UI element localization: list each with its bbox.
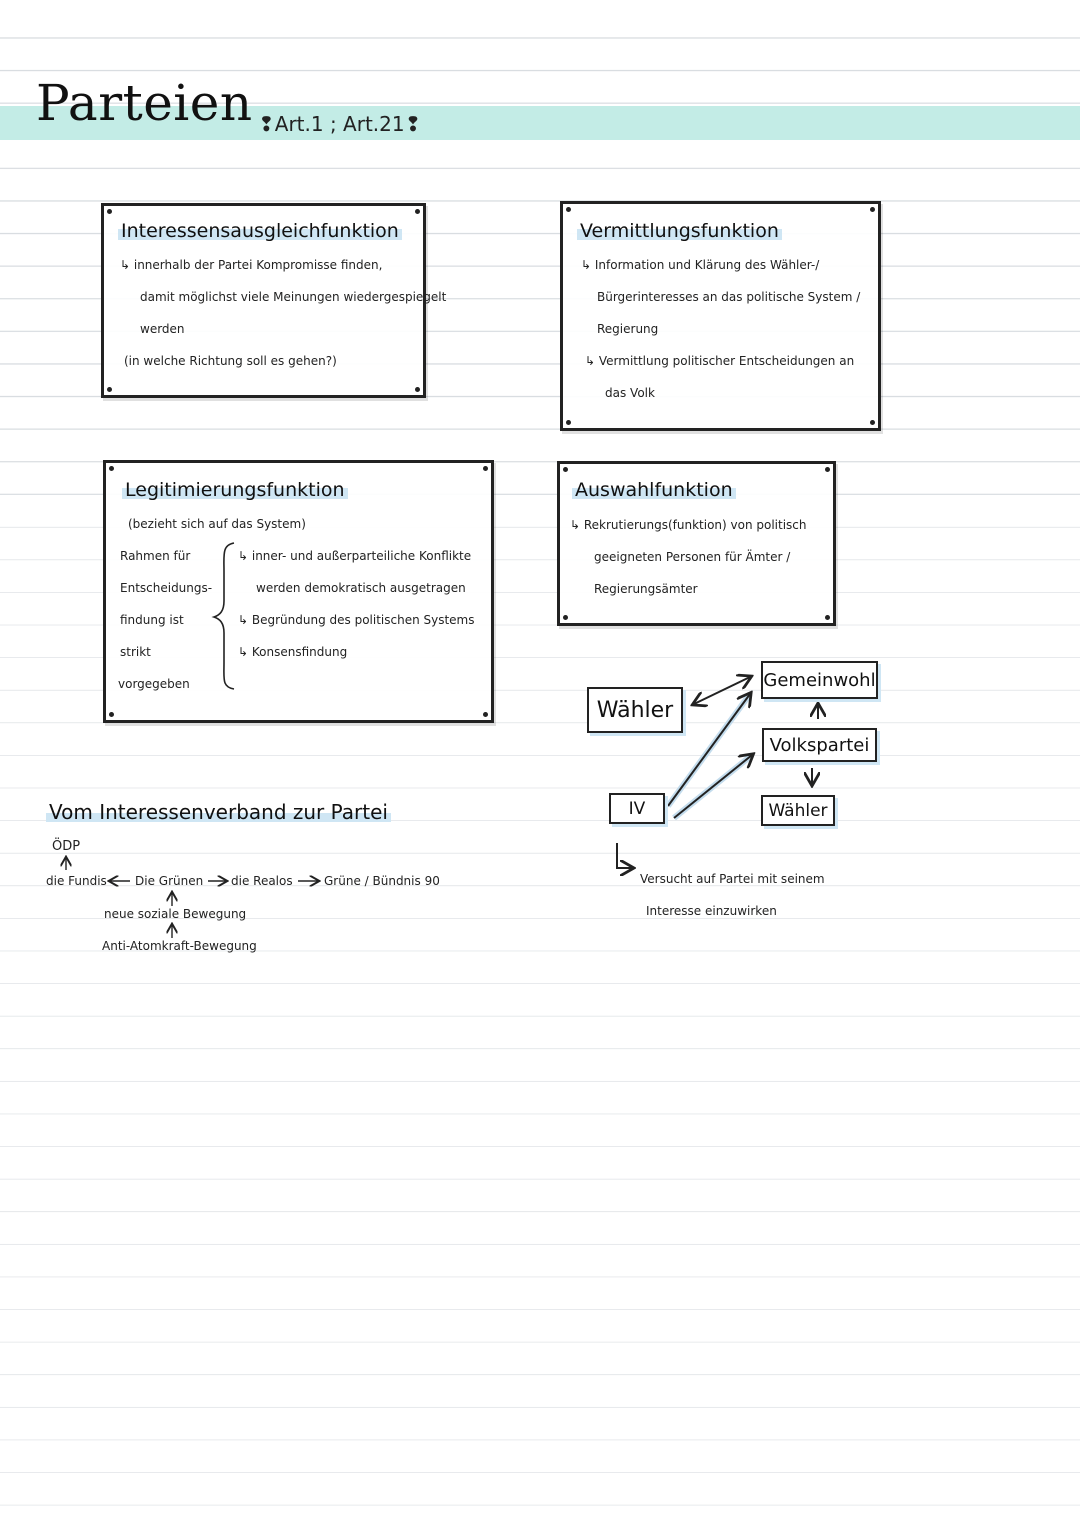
iv-note-line-1: Versucht auf Partei mit seinem (640, 872, 825, 886)
history-oedp: ÖDP (52, 839, 81, 854)
page-title: Parteien (36, 74, 253, 132)
iv-box: IV (609, 793, 665, 824)
legitimierung-left-4: strikt (120, 645, 151, 659)
legitimierung-left-3: findung ist (120, 613, 184, 627)
legitimierung-right-4: ↳ Konsensfindung (238, 645, 348, 659)
legitimierung-right-1: ↳ inner- und außerparteiliche Konflikte (238, 549, 472, 563)
history-neue-bewegung: neue soziale Bewegung (104, 907, 247, 921)
vermittlung-line-5: das Volk (605, 386, 655, 400)
legitimierung-subtitle: (bezieht sich auf das System) (128, 517, 306, 531)
interessen-line-2: damit möglichst viele Meinungen wiedergespiegelt (140, 290, 447, 304)
vermittlung-line-4: ↳ Vermittlung politischer Entscheidungen an (585, 354, 855, 368)
article-reference: ❢Art.1 ; Art.21❢ (258, 112, 422, 136)
interessen-line-4: (in welche Richtung soll es gehen?) (124, 354, 337, 368)
vermittlung-line-2: Bürgerinteresses an das politische System / (597, 290, 861, 304)
interessen-title: Interessensausgleichfunktion (118, 220, 402, 242)
legitimierung-left-1: Rahmen für (120, 549, 191, 563)
history-title: Vom Interessenverband zur Partei (46, 800, 391, 824)
auswahl-line-3: Regierungsämter (594, 582, 698, 596)
iv-note-line-2: Interesse einzuwirken (646, 904, 777, 918)
history-die-realos: die Realos (231, 874, 293, 888)
auswahl-title: Auswahlfunktion (572, 479, 736, 501)
waehler-right-box: Wähler (761, 795, 835, 826)
vermittlung-line-3: Regierung (597, 322, 659, 336)
interessen-line-3: werden (140, 322, 185, 336)
legitimierung-left-5: vorgegeben (118, 677, 190, 691)
vermittlung-line-1: ↳ Information und Klärung des Wähler-/ (581, 258, 820, 272)
auswahl-line-1: ↳ Rekrutierungs(funktion) von politisch (570, 518, 807, 532)
waehler-left-box: Wähler (587, 687, 683, 733)
history-die-fundis: die Fundis (46, 874, 107, 888)
legitimierung-left-2: Entscheidungs- (120, 581, 213, 595)
gemeinwohl-box: Gemeinwohl (761, 661, 878, 699)
legitimierung-right-2: werden demokratisch ausgetragen (256, 581, 466, 595)
auswahl-line-2: geeigneten Personen für Ämter / (594, 550, 791, 564)
history-anti-atom: Anti-Atomkraft-Bewegung (102, 939, 257, 953)
volkspartei-box: Volkspartei (762, 728, 877, 762)
interessen-line-1: ↳ innerhalb der Partei Kompromisse finden, (120, 258, 383, 272)
legitimierung-right-3: ↳ Begründung des politischen Systems (238, 613, 475, 627)
vermittlung-title: Vermittlungsfunktion (577, 220, 782, 242)
history-die-gruenen: Die Grünen (135, 874, 204, 888)
legitimierung-title: Legitimierungsfunktion (122, 479, 348, 501)
history-buendnis: Grüne / Bündnis 90 (324, 874, 440, 888)
